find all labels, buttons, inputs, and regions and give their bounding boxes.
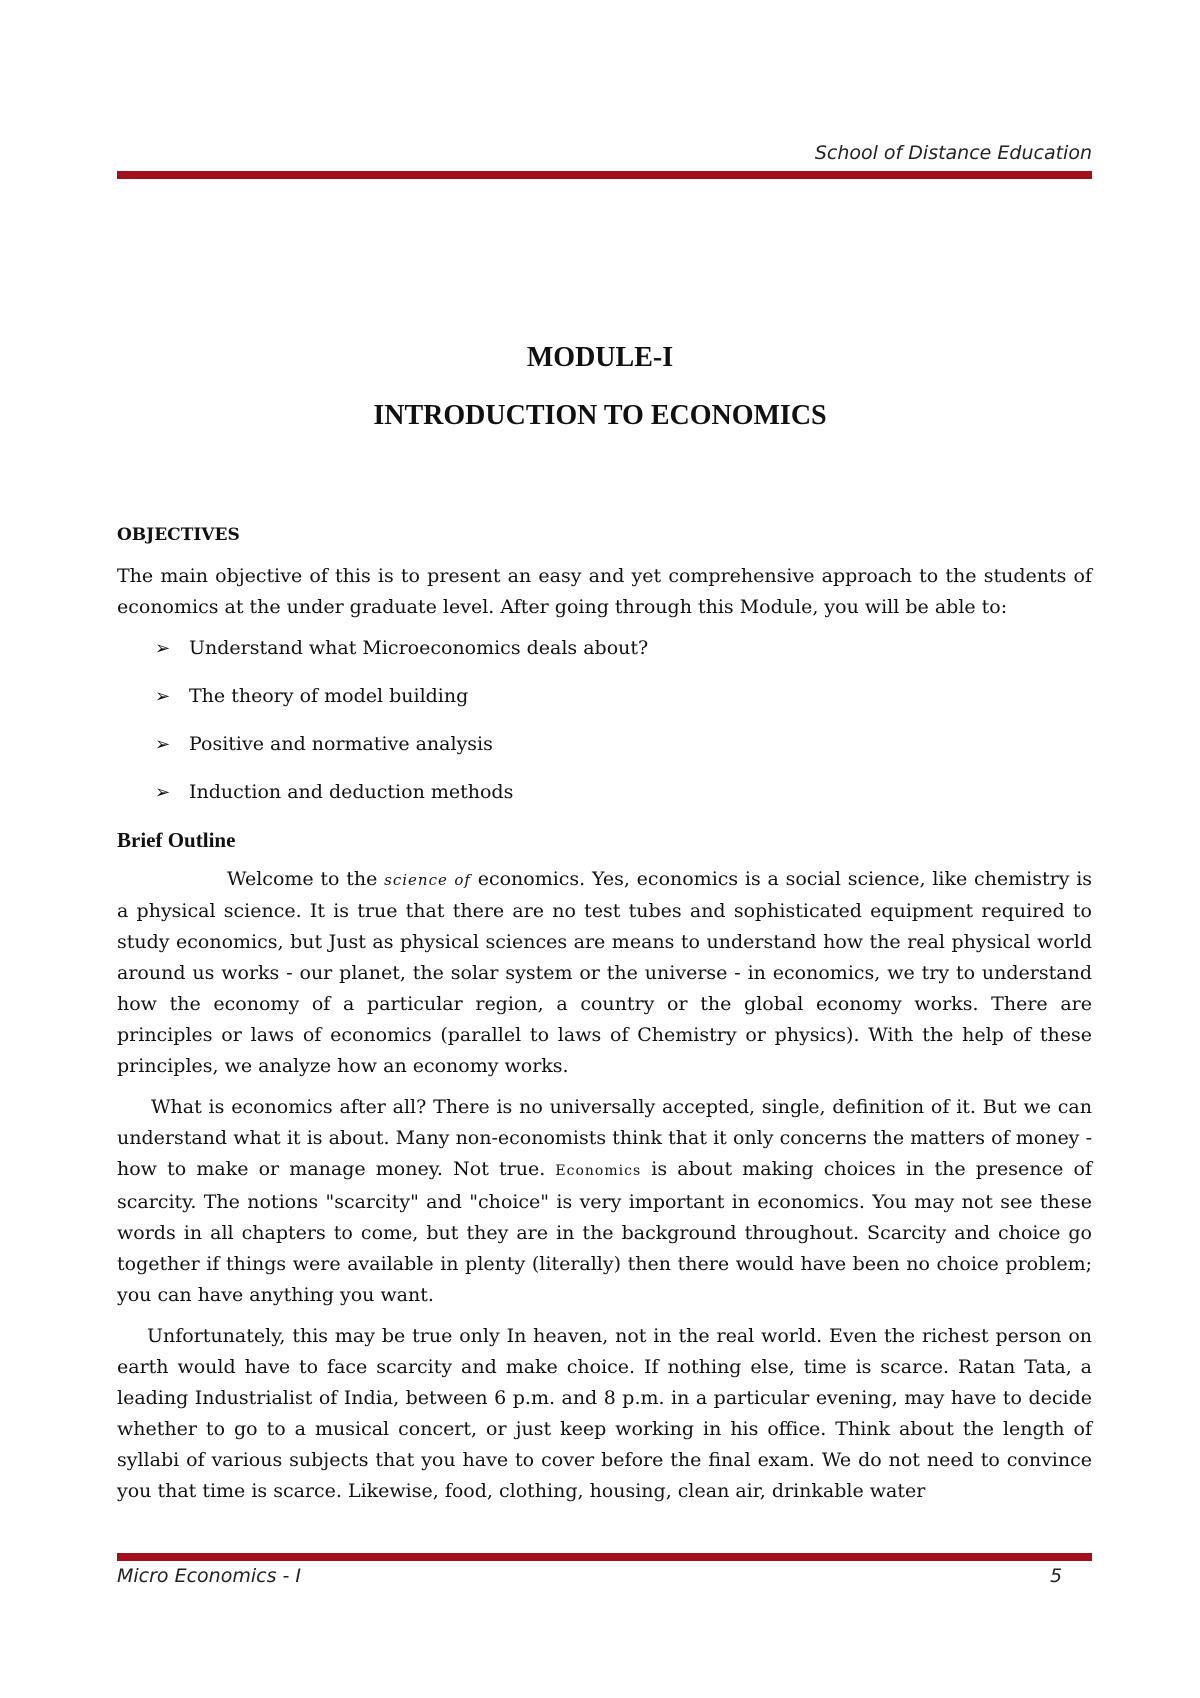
module-title: MODULE-I (526, 342, 674, 373)
arrow-bullet-icon: ➢ (155, 638, 171, 659)
list-item: ➢ Induction and deduction methods (117, 777, 1092, 808)
arrow-bullet-icon: ➢ (155, 782, 171, 803)
brief-outline-heading: Brief Outline (117, 828, 236, 852)
outline-paragraph-1: Welcome to the science of economics. Yes, economics is a social science, like chemistry is a physical science. It is true that there are no test tubes and sophisticated equipment required to study economics, but Just as physical sciences are means to understand how the real physical world around us works - our planet, the solar system or the universe - in economics, we try to understand how the economy of a particular region, a country or the global economy works. There are principles or laws of economics (parallel to laws of Chemistry or physics). With the help of these principles, we analyze how an economy works. (117, 868, 1093, 1077)
chapter-title: INTRODUCTION TO ECONOMICS (373, 400, 827, 431)
outline-paragraph-3: Unfortunately, this may be true only In heaven, not in the real world. Even the richest person on earth would have to face scarcity and make choice. If nothing else, time is scarce. Ratan Tata, a leading Industrialist of India, between 6 p.m. and 8 p.m. in a particular evening, may have to decide whether to go to a musical concert, or just keep working in his office. Think about the length of syllabi of various subjects that you have to cover before the final exam. We do not need to convince you that time is scarce. Likewise, food, clothing, housing, clean air, drinkable water (117, 1325, 1092, 1502)
page-content (117, 520, 1092, 1517)
objectives-list (117, 633, 1092, 808)
list-item: ➢ Positive and normative analysis (117, 729, 1092, 760)
header-school-name: School of Distance Education (814, 142, 1092, 164)
objectives-heading: OBJECTIVES (117, 525, 240, 545)
objectives-intro: The main objective of this is to present an easy and yet comprehensive approach to the students of economics at the under graduate level. After going through this Module, you will be able to: (117, 565, 1092, 618)
outline-paragraph-2: What is economics after all? There is no universally accepted, single, definition of it. But we can understand what it is about. Many non-economists think that it only concerns the matters of money - how to make or manage money. Not true. Economics is about making choices in the presence of scarcity. The notions "scarcity" and "choice" is very important in economics. You may not see these words in all chapters to come, but they are in the background throughout. Scarcity and choice go together if things were available in plenty (literally) then there would have been no choice problem; you can have anything you want. (117, 1096, 1092, 1306)
header-rule (117, 171, 1092, 179)
page-number: 5 (1050, 1565, 1063, 1587)
list-item: ➢ Understand what Microeconomics deals about? (117, 633, 1092, 664)
arrow-bullet-icon: ➢ (155, 734, 171, 755)
arrow-bullet-icon: ➢ (155, 686, 171, 707)
footer-rule (117, 1553, 1092, 1561)
list-item: ➢ The theory of model building (117, 681, 1092, 712)
footer-course-title: Micro Economics - I (117, 1565, 302, 1587)
